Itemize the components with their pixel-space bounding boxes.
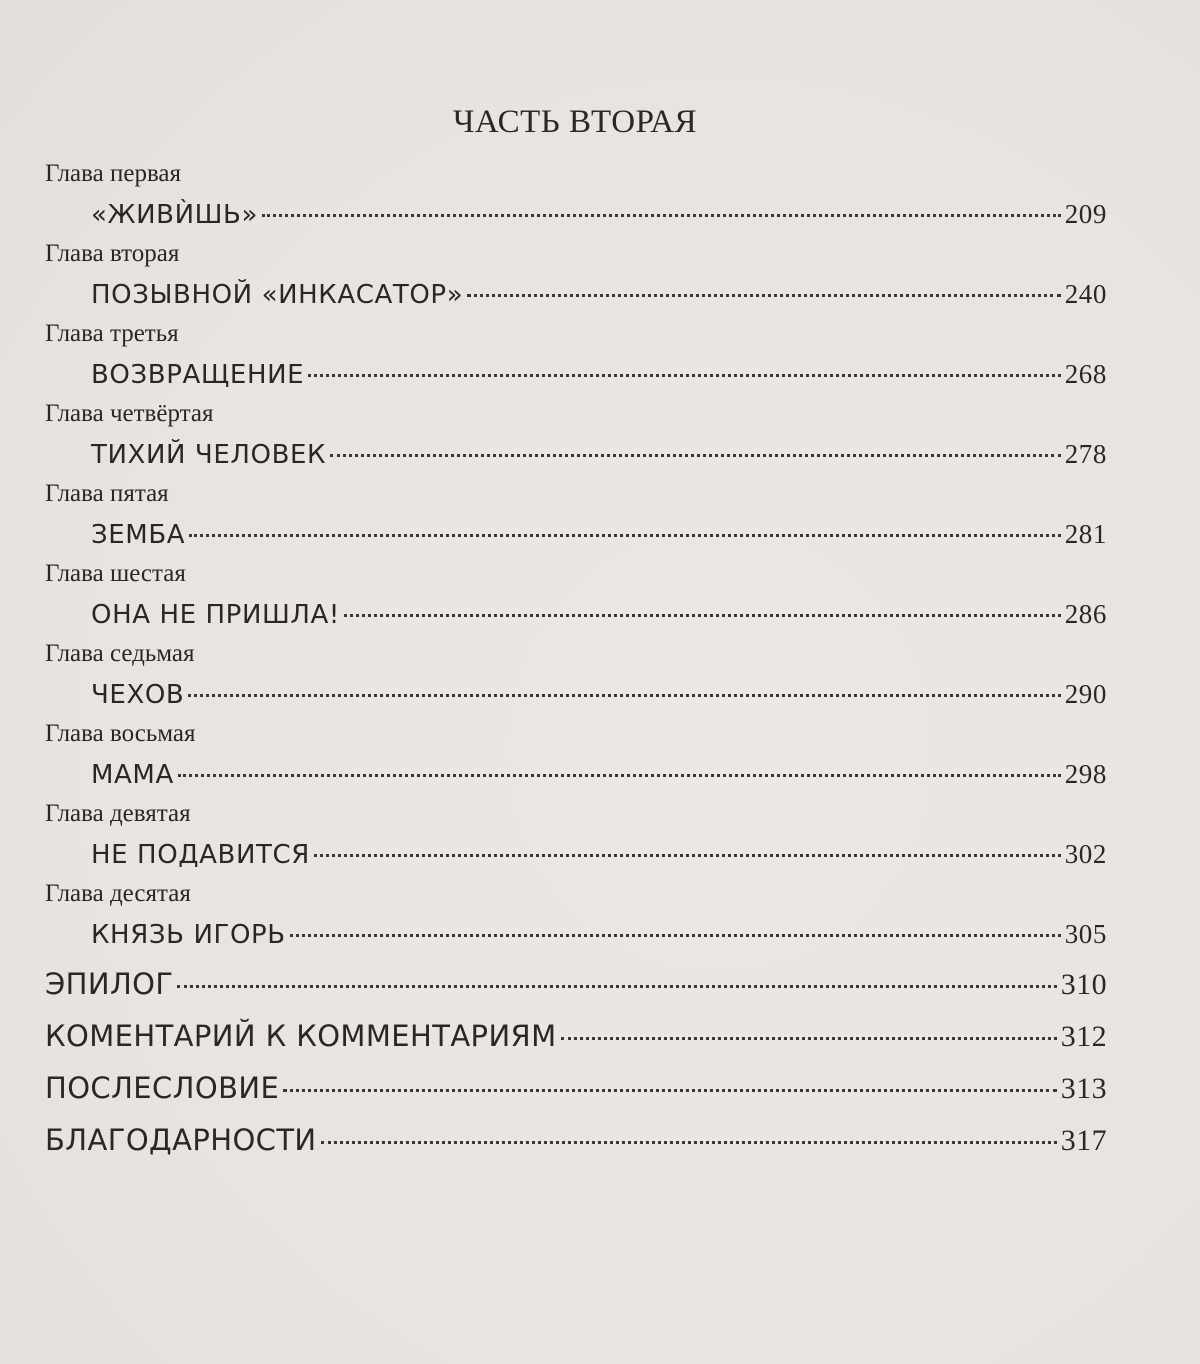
toc-section-afterword[interactable] bbox=[45, 1062, 1107, 1114]
page-number: 209 bbox=[1064, 199, 1107, 229]
toc-section-commentary[interactable] bbox=[45, 1010, 1107, 1062]
toc-section-acknowledgements[interactable] bbox=[45, 1114, 1107, 1166]
page-number: 286 bbox=[1064, 599, 1107, 629]
toc-entry[interactable] bbox=[45, 430, 1107, 478]
dot-leader bbox=[308, 374, 1061, 377]
page-number: 312 bbox=[1060, 1020, 1107, 1053]
chapter-label: Глава шестая bbox=[45, 560, 186, 587]
section-title: ПОСЛЕСЛОВИЕ bbox=[45, 1071, 280, 1105]
toc-chapter bbox=[45, 718, 1107, 798]
toc-entry[interactable] bbox=[45, 270, 1107, 318]
page-number: 290 bbox=[1064, 679, 1107, 709]
chapter-label: Глава десятая bbox=[45, 880, 191, 907]
dot-leader bbox=[344, 614, 1061, 617]
dot-leader bbox=[314, 854, 1061, 857]
toc-section-epilogue[interactable] bbox=[45, 958, 1107, 1010]
chapter-title: ЗЕМБА bbox=[91, 520, 186, 550]
section-title: ЭПИЛОГ bbox=[45, 967, 174, 1001]
dot-leader bbox=[262, 214, 1061, 217]
chapter-title: МАМА bbox=[91, 760, 174, 790]
toc-chapter bbox=[45, 158, 1107, 238]
page-number: 298 bbox=[1064, 759, 1107, 789]
chapter-label: Глава первая bbox=[45, 160, 182, 187]
toc-chapter bbox=[45, 238, 1107, 318]
dot-leader bbox=[290, 934, 1061, 937]
toc-entry[interactable] bbox=[45, 190, 1107, 238]
toc-chapter bbox=[45, 878, 1107, 958]
toc-entry[interactable] bbox=[45, 670, 1107, 718]
dot-leader bbox=[189, 534, 1061, 537]
chapter-label: Глава восьмая bbox=[45, 720, 196, 747]
dot-leader bbox=[177, 985, 1056, 988]
toc-chapter bbox=[45, 318, 1107, 398]
toc-chapter bbox=[45, 558, 1107, 638]
page-number: 305 bbox=[1064, 919, 1107, 949]
chapter-title: ОНА НЕ ПРИШЛА! bbox=[91, 600, 340, 630]
chapter-label: Глава пятая bbox=[45, 480, 169, 507]
table-of-contents bbox=[45, 158, 1107, 1166]
chapter-label: Глава третья bbox=[45, 320, 179, 347]
chapter-title: НЕ ПОДАВИТСЯ bbox=[91, 840, 310, 870]
dot-leader bbox=[283, 1089, 1057, 1092]
dot-leader bbox=[467, 294, 1060, 297]
toc-entry[interactable] bbox=[45, 590, 1107, 638]
part-title: ЧАСТЬ ВТОРАЯ bbox=[452, 104, 698, 140]
toc-entry[interactable] bbox=[45, 830, 1107, 878]
page-number: 278 bbox=[1064, 439, 1107, 469]
chapter-title: КНЯЗЬ ИГОРЬ bbox=[91, 920, 286, 950]
section-title: БЛАГОДАРНОСТИ bbox=[45, 1123, 317, 1157]
dot-leader bbox=[321, 1141, 1057, 1144]
chapter-label: Глава девятая bbox=[45, 800, 191, 827]
page-number: 240 bbox=[1064, 279, 1107, 309]
chapter-label: Глава четвёртая bbox=[45, 400, 214, 427]
toc-entry[interactable] bbox=[45, 750, 1107, 798]
toc-chapter bbox=[45, 398, 1107, 478]
page-number: 317 bbox=[1060, 1124, 1107, 1157]
toc-entry[interactable] bbox=[45, 510, 1107, 558]
page-number: 313 bbox=[1060, 1072, 1107, 1105]
toc-chapter bbox=[45, 638, 1107, 718]
chapter-title: ТИХИЙ ЧЕЛОВЕК bbox=[91, 440, 327, 470]
toc-entry[interactable] bbox=[45, 350, 1107, 398]
chapter-title: ЧЕХОВ bbox=[91, 680, 185, 710]
toc-entry[interactable] bbox=[45, 910, 1107, 958]
section-title: КОМЕНТАРИЙ К КОММЕНТАРИЯМ bbox=[45, 1019, 557, 1053]
dot-leader bbox=[561, 1037, 1057, 1040]
toc-chapter bbox=[45, 798, 1107, 878]
page-number: 268 bbox=[1064, 359, 1107, 389]
page-number: 302 bbox=[1064, 839, 1107, 869]
chapter-title: ВОЗВРАЩЕНИЕ bbox=[91, 360, 305, 390]
dot-leader bbox=[178, 774, 1061, 777]
page-number: 281 bbox=[1064, 519, 1107, 549]
page-number: 310 bbox=[1060, 968, 1107, 1001]
chapter-title: ПОЗЫВНОЙ «ИНКАСАТОР» bbox=[91, 280, 464, 310]
chapter-title: «ЖИВЍШЬ» bbox=[91, 200, 258, 230]
dot-leader bbox=[188, 694, 1060, 697]
chapter-label: Глава седьмая bbox=[45, 640, 195, 667]
toc-chapter bbox=[45, 478, 1107, 558]
chapter-label: Глава вторая bbox=[45, 240, 180, 267]
dot-leader bbox=[330, 454, 1061, 457]
